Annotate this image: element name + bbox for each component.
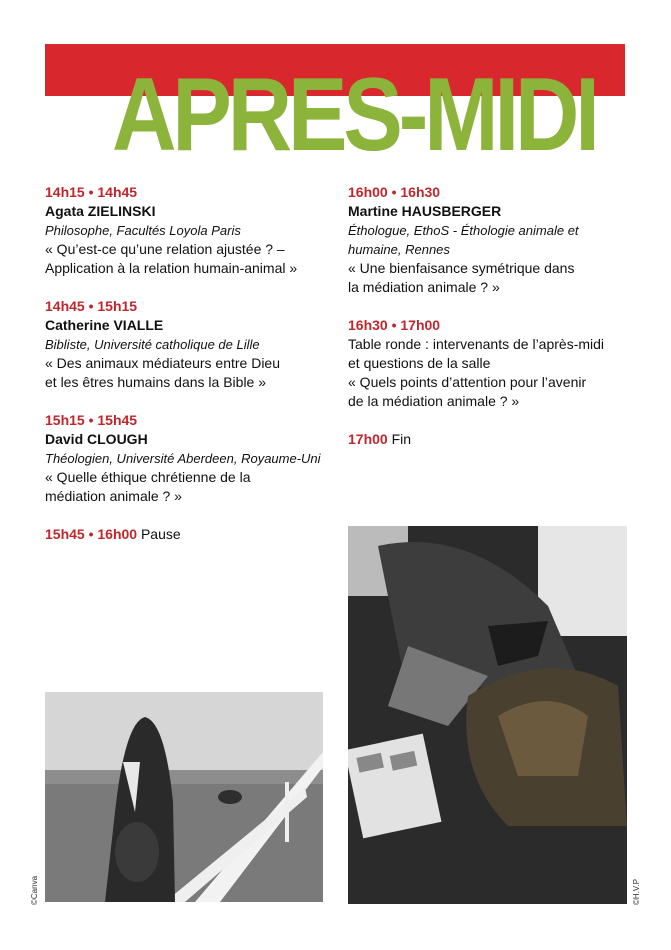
session-hausberger [348,183,638,297]
session-end [348,430,638,449]
session-vialle [45,297,335,392]
speaker-name: Agata ZIELINSKI [45,203,156,219]
session-time: 17h00 [348,431,388,447]
session-clough [45,411,335,506]
horse-photo [45,692,323,902]
talk-title: « Qu’est-ce qu’une relation ajustée ? – Application à la relation humain-animal » [45,241,298,276]
photo-credit-right: ©H.V.P [632,878,641,905]
speaker-name: David CLOUGH [45,431,148,447]
session-round-table [348,316,638,411]
session-zielinski [45,183,335,278]
speaker-affiliation: Philosophe, Facultés Loyola Paris [45,223,241,238]
speaker-affiliation: Éthologue, EthoS - Éthologie animale et humaine, Rennes [348,223,579,257]
speaker-name: Catherine VIALLE [45,317,164,333]
speaker-name: Martine HAUSBERGER [348,203,502,219]
session-time: 16h00 • 16h30 [348,184,441,200]
horse-illustration [45,692,323,902]
dog-illustration [348,526,627,904]
left-column [45,183,335,563]
dog-photo [348,526,627,904]
session-pause [45,525,335,544]
photo-credit-left: ©Canva [30,875,39,905]
talk-title: « Des animaux médiateurs entre Dieu et les êtres humains dans la Bible » [45,355,281,390]
end-label: Fin [391,431,412,447]
session-time: 15h15 • 15h45 [45,412,138,428]
session-time: 15h45 • 16h00 [45,526,138,542]
right-column [348,183,638,468]
session-time: 16h30 • 17h00 [348,317,441,333]
session-time: 14h45 • 15h15 [45,298,138,314]
session-time: 14h15 • 14h45 [45,184,138,200]
round-table-text: Table ronde : intervenants de l’après-midi et questions de la salle « Quels points d’attention pour l’avenir de la médiation animale ? » [348,336,605,409]
speaker-affiliation: Bibliste, Université catholique de Lille [45,337,260,352]
talk-title: « Une bienfaisance symétrique dans la médiation animale ? » [348,260,575,295]
pause-label: Pause [140,526,181,542]
speaker-affiliation: Théologien, Université Aberdeen, Royaume-Uni [45,451,321,466]
talk-title: « Quelle éthique chrétienne de la médiation animale ? » [45,469,251,504]
page-title: APRES-MIDI [112,57,596,173]
